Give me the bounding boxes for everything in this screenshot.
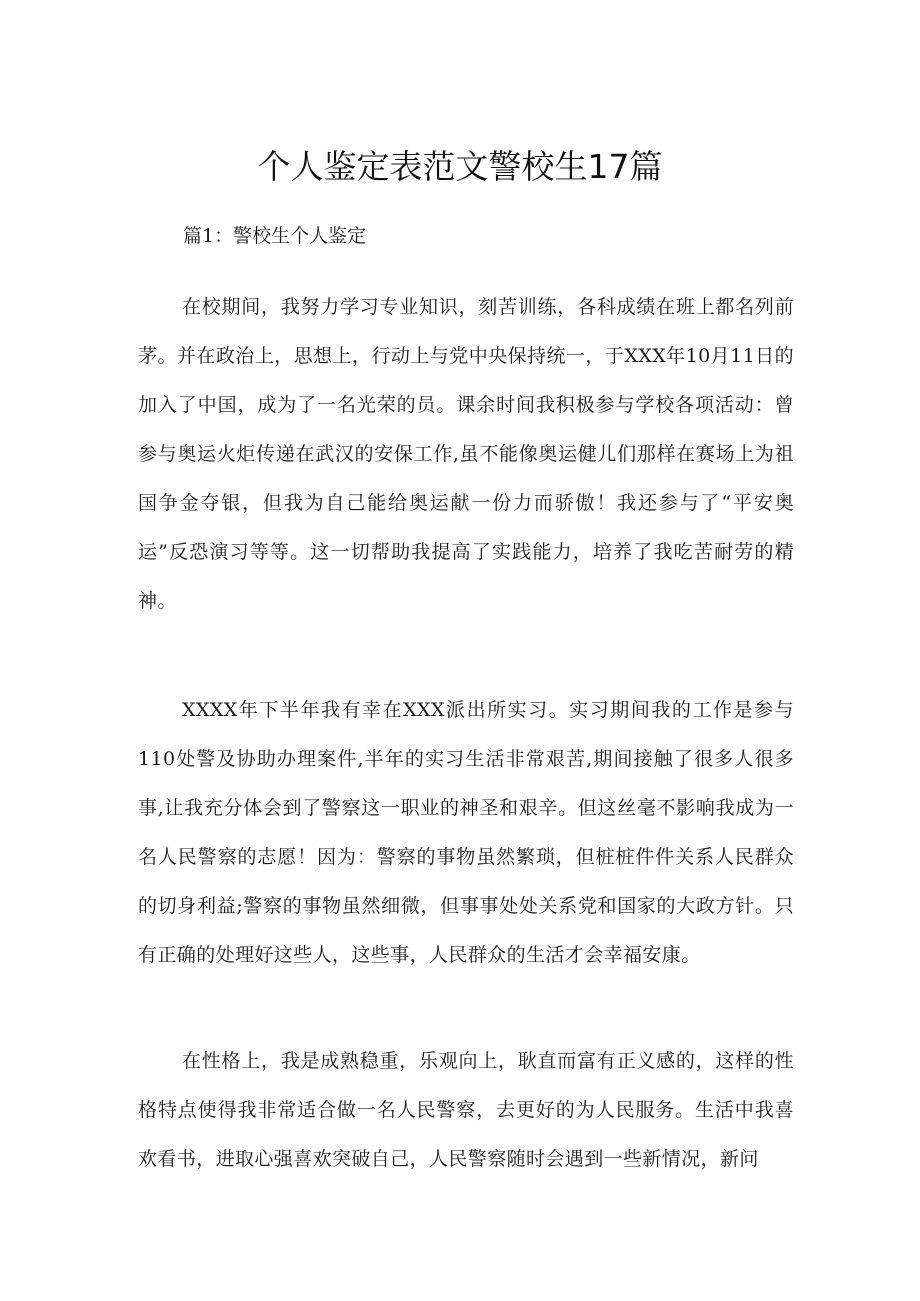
paragraph-2: XXXX年下半年我有幸在XXX派出所实习。实习期间我的工作是参与110处警及协助办理案件,半年的实习生活非常艰苦,期间接触了很多人很多事,让我充分体会到了警察这一职业的神圣和艰辛。但这丝毫不影响我成为一名人民警察的志愿！因为：警察的事物虽然繁琐，但桩桩件件关系人民群众的切身利益;警察的事物虽然细微，但事事处处关系党和国家的大政方针。只有正确的处理好这些人，这些事，人民群众的生活才会幸福安康。 xyxy=(138,699,794,966)
paragraph-3: 在性格上，我是成熟稳重，乐观向上，耿直而富有正义感的，这样的性格特点使得我非常适合做一名人民警察，去更好的为人民服务。生活中我喜欢看书，进取心强喜欢突破自己，人民警察随时会遇到一些新情况，新问 xyxy=(138,1050,794,1170)
paragraph-1: 在校期间，我努力学习专业知识，刻苦训练，各科成绩在班上都名列前茅。并在政治上，思想上，行动上与党中央保持统一，于XXX年10月11日的加入了中国，成为了一名光荣的员。课余时间我积极参与学校各项活动：曾参与奥运火炬传递在武汉的安保工作,虽不能像奥运健儿们那样在赛场上为祖国争金夺银，但我为自己能给奥运献一份力而骄傲！我还参与了“平安奥运”反恐演习等等。这一切帮助我提高了实践能力，培养了我吃苦耐劳的精神。 xyxy=(138,296,794,612)
section-heading: 篇1：警校生个人鉴定 xyxy=(183,225,367,247)
document-title: 个人鉴定表范文警校生17篇 xyxy=(257,147,663,186)
